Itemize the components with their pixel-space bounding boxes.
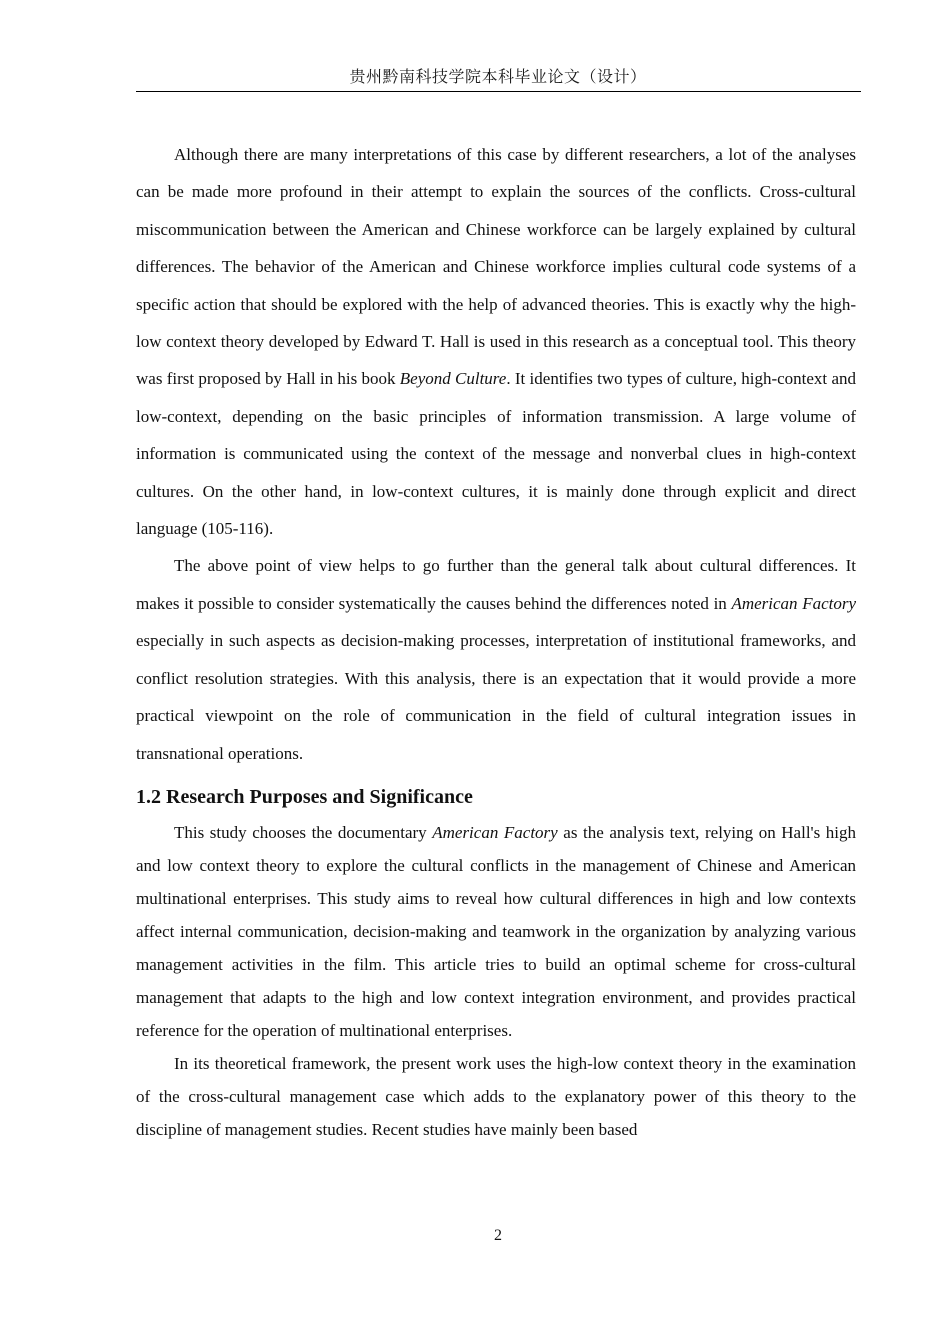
paragraph-1-text-a: Although there are many interpretations of this case by different researchers, a lot of the analyses can be made more profound in their attempt to explain the sources of the conflicts. Cross-cultural miscommunication between the American and Chinese workforce can be largely explained by cultural differences. The behavior of the American and Chinese workforce implies cultural code systems of a specific action that should be explored with the help of advanced theories. This is exactly why the high-low context theory developed by Edward T. Hall is used in this research as a conceptual tool. This theory was first proposed by Hall in his book — [136, 145, 856, 389]
paragraph-4: In its theoretical framework, the present work uses the high-low context theory in the examination of the cross-cultural management case which adds to the explanatory power of this theory to the discipline of management studies. Recent studies have mainly been based — [136, 1053, 856, 1139]
paragraph-3-text-b: as the analysis text, relying on Hall's high and low context theory to explore the cultural conflicts in the management of Chinese and American multinational enterprises. This study aims to reveal how cultural differences in high and low contexts affect internal communication, decision-making and teamwork in the organization by analyzing various management activities in the film. This article tries to build an optimal scheme for cross-cultural management that adapts to the high and low context integration environment, and provides practical reference for the operation of multinational enterprises. — [136, 822, 857, 1040]
paragraph-1 — [136, 136, 856, 547]
section-heading: 1.2 Research Purposes and Significance — [136, 785, 473, 808]
paragraph-1-text-b: . It identifies two types of culture, high-context and low-context, depending on the basic principles of information transmission. A large volume of information is communicated using the context of the message and nonverbal clues in high-context cultures. On the other hand, in low-context cultures, it is mainly done through explicit and direct language (105-116). — [136, 369, 856, 539]
page-number: 2 — [494, 1227, 502, 1244]
film-title-american-factory: American Factory — [432, 822, 558, 842]
film-title-american-factory: American Factory — [731, 593, 857, 613]
book-title-beyond-culture: Beyond Culture — [399, 369, 507, 389]
paragraph-3 — [136, 816, 856, 1047]
header-rule — [136, 91, 861, 92]
paragraph-2 — [136, 547, 856, 771]
paragraph-3-text-a: This study chooses the documentary — [174, 822, 433, 842]
paragraph-2-text-b: especially in such aspects as decision-making processes, interpretation of institutional frameworks, and conflict resolution strategies. With this analysis, there is an expectation that it would provide a more practical viewpoint on the role of communication in the field of cultural integration issues in transnational operations. — [136, 631, 856, 763]
running-header: 贵州黔南科技学院本科毕业论文（设计） — [349, 67, 647, 86]
body-text — [136, 136, 856, 1146]
paragraph-2-text-a: The above point of view helps to go further than the general talk about cultural differences. It makes it possible to consider systematically the causes behind the differences noted in — [136, 556, 856, 613]
